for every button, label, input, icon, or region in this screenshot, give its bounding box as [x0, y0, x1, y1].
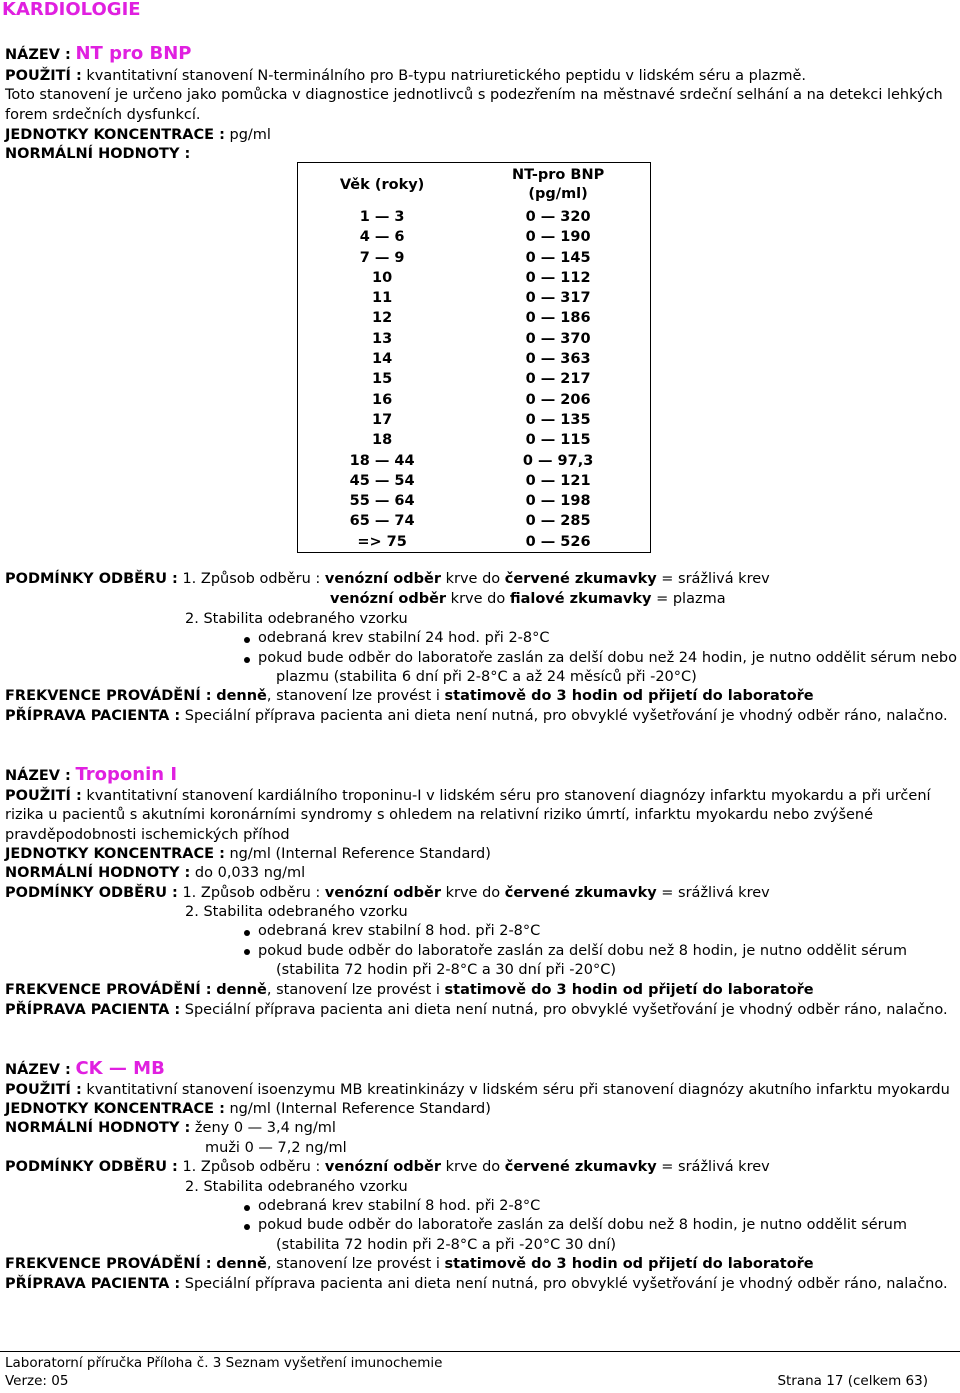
denne: denně: [216, 982, 267, 998]
s1-priprava-row: [5, 707, 948, 727]
range-cell: 0 — 320: [525, 209, 591, 225]
range-cell: 0 — 190: [525, 229, 591, 246]
range-cell: 0 — 186: [525, 310, 591, 327]
s2-pouziti-text1: kvantitativní stanovení kardiálního troponinu-I v lidském séru pro stanovení diagnózy infarktu myokardu a při určení: [86, 788, 931, 804]
table-row: [298, 491, 651, 511]
venozni-odber: venózní odběr: [330, 591, 447, 607]
s2-normalni-row: [5, 864, 305, 884]
s1-jednotky-row: [5, 126, 271, 146]
reference-table: [297, 162, 651, 553]
priprava-text: Speciální příprava pacienta ani dieta není nutná, pro obvyklé vyšetřování je vhodný odběr ráno, nalačno.: [184, 1002, 948, 1018]
s2-bullet2b: (stabilita 72 hodin při 2-8°C a 30 dní při -20°C): [276, 962, 616, 978]
range-cell: 0 — 363: [525, 351, 591, 368]
s3-test-name: CK — MB: [75, 1058, 165, 1079]
range-cell: 0 — 198: [525, 493, 591, 510]
range-cell: 0 — 145: [525, 249, 591, 266]
s2-name-row: [5, 765, 177, 787]
bullet-icon: [244, 637, 250, 643]
bullet-icon: [244, 1224, 250, 1230]
plazma: = plazma: [656, 591, 726, 607]
statimove-text: statimově do 3 hodin od přijetí do laboratoře: [444, 982, 814, 998]
s1-frekvence-row: [5, 687, 814, 707]
cervene-zkumavky: červené zkumavky: [504, 885, 657, 901]
age-cell: 55 — 64: [349, 493, 415, 510]
age-cell: 11: [372, 290, 393, 307]
s3-jednotky-value: ng/ml (Internal Reference Standard): [229, 1101, 491, 1117]
s2-test-name: Troponin I: [75, 764, 178, 785]
age-cell: 17: [372, 411, 393, 428]
table-row: [298, 511, 651, 531]
nazev-label: NÁZEV :: [5, 1062, 71, 1078]
srazliva-krev: = srážlivá krev: [661, 885, 770, 901]
s1-pouziti-text1: kvantitativní stanovení N-terminálního pro B-typu natriuretického peptidu v lidském séru a plazmě.: [86, 68, 807, 84]
age-cell: 16: [372, 391, 393, 408]
venozni-odber: venózní odběr: [324, 571, 441, 587]
jednotky-label: JEDNOTKY KONCENTRACE :: [5, 127, 225, 143]
footer-version: Verze: 05: [5, 1373, 69, 1389]
frekvence-label: FREKVENCE PROVÁDĚNÍ :: [5, 1256, 212, 1272]
pouziti-label: POUŽITÍ :: [5, 68, 82, 84]
footer-page-number: Strana 17 (celkem 63): [777, 1373, 928, 1389]
s3-podminky-row1: [5, 1158, 770, 1178]
s3-priprava-row: [5, 1275, 948, 1295]
statimove-text: statimově do 3 hodin od přijetí do laboratoře: [444, 688, 814, 704]
s3-stabilita: 2. Stabilita odebraného vzorku: [185, 1179, 408, 1195]
age-cell: 65 — 74: [349, 513, 415, 530]
table-row: [298, 369, 651, 389]
podminky-label: PODMÍNKY ODBĚRU :: [5, 571, 178, 587]
table-row: [298, 410, 651, 430]
pouziti-label: POUŽITÍ :: [5, 1082, 82, 1098]
age-cell: 10: [372, 269, 393, 286]
range-cell: 0 — 317: [525, 290, 591, 307]
range-cell: 0 — 370: [525, 330, 591, 347]
fialove-zkumavky: fialové zkumavky: [509, 591, 652, 607]
s3-bullet1: odebraná krev stabilní 8 hod. při 2-8°C: [258, 1198, 541, 1214]
table-header-value-line1: NT-pro BNP: [511, 167, 605, 183]
podminky-label: PODMÍNKY ODBĚRU :: [5, 1159, 178, 1175]
frekvence-label: FREKVENCE PROVÁDĚNÍ :: [5, 688, 212, 704]
zpusob-odberu: 1. Způsob odběru :: [182, 1159, 321, 1175]
age-cell: 18: [372, 432, 393, 449]
s3-normalni-zeny: ženy 0 — 3,4 ng/ml: [194, 1120, 336, 1136]
s1-stabilita: 2. Stabilita odebraného vzorku: [185, 611, 408, 627]
age-cell: 7 — 9: [359, 249, 405, 266]
table-header-row: [298, 163, 651, 208]
s2-normalni-value: do 0,033 ng/ml: [194, 865, 306, 881]
s1-normalni-label: NORMÁLNÍ HODNOTY :: [5, 146, 191, 162]
table-row: [298, 248, 651, 268]
denne: denně: [216, 688, 267, 704]
table-row: [298, 532, 651, 553]
range-cell: 0 — 115: [525, 432, 591, 449]
table-row: [298, 349, 651, 369]
srazliva-krev: = srážlivá krev: [661, 571, 770, 587]
table-row: [298, 329, 651, 349]
cervene-zkumavky: červené zkumavky: [504, 571, 657, 587]
bullet-icon: [244, 657, 250, 663]
range-cell: 0 — 206: [525, 391, 591, 408]
range-cell: 0 — 121: [525, 472, 591, 489]
table-row: [298, 288, 651, 308]
venozni-odber: venózní odběr: [324, 885, 441, 901]
s2-bullet1: odebraná krev stabilní 8 hod. při 2-8°C: [258, 923, 541, 939]
range-cell: 0 — 217: [525, 371, 591, 388]
footer-divider: [0, 1351, 960, 1352]
footer-document-title: Laboratorní příručka Příloha č. 3 Seznam vyšetření imunochemie: [5, 1355, 443, 1371]
normalni-label: NORMÁLNÍ HODNOTY :: [5, 1120, 191, 1136]
s3-normalni-muzi: muži 0 — 7,2 ng/ml: [205, 1140, 347, 1156]
nazev-label: NÁZEV :: [5, 47, 71, 63]
s1-test-name: NT pro BNP: [75, 43, 192, 64]
table-row: [298, 268, 651, 288]
age-cell: 14: [372, 351, 393, 368]
table-row: [298, 451, 651, 471]
priprava-text: Speciální příprava pacienta ani dieta není nutná, pro obvyklé vyšetřování je vhodný odběr ráno, nalačno.: [184, 708, 948, 724]
s1-name-row: [5, 44, 191, 66]
jednotky-label: JEDNOTKY KONCENTRACE :: [5, 846, 225, 862]
table-header-value-line2: (pg/ml): [528, 186, 588, 202]
s2-stabilita: 2. Stabilita odebraného vzorku: [185, 904, 408, 920]
srazliva-krev: = srážlivá krev: [661, 1159, 770, 1175]
bullet-icon: [244, 1205, 250, 1211]
nazev-label: NÁZEV :: [5, 768, 71, 784]
s2-pouziti-line1: [5, 787, 931, 807]
range-cell: 0 — 135: [525, 411, 591, 428]
s3-bullet2a: pokud bude odběr do laboratoře zaslán za delší dobu než 8 hodin, je nutno oddělit sérum: [258, 1217, 907, 1233]
range-cell: 0 — 526: [525, 533, 591, 550]
table-header-value: [466, 163, 650, 208]
s2-pouziti-line2: rizika u pacientů s akutními koronárními syndromy s ohledem na relativní riziko úmrtí, infarktu myokardu nebo zvýšené: [5, 807, 874, 823]
priprava-text: Speciální příprava pacienta ani dieta není nutná, pro obvyklé vyšetřování je vhodný odběr ráno, nalačno.: [184, 1276, 948, 1292]
range-cell: 0 — 285: [525, 513, 591, 530]
s2-podminky-row1: [5, 884, 770, 904]
age-cell: 15: [372, 371, 393, 388]
table-row: [298, 430, 651, 450]
age-cell: 18 — 44: [349, 452, 415, 469]
s1-bullet2a: pokud bude odběr do laboratoře zaslán za delší dobu než 24 hodin, je nutno oddělit sérum nebo: [258, 650, 957, 666]
table-header-age: Věk (roky): [339, 176, 425, 193]
statimove-text: statimově do 3 hodin od přijetí do laboratoře: [444, 1256, 814, 1272]
s1-podminky-row2: [330, 590, 726, 610]
age-cell: => 75: [357, 533, 407, 550]
stanoveni-text: , stanovení lze provést i: [266, 1256, 440, 1272]
cervene-zkumavky: červené zkumavky: [504, 1159, 657, 1175]
s2-jednotky-value: ng/ml (Internal Reference Standard): [229, 846, 491, 862]
priprava-label: PŘÍPRAVA PACIENTA :: [5, 1002, 181, 1018]
s3-normalni-row: [5, 1119, 336, 1139]
age-cell: 12: [372, 310, 393, 327]
krve-do: krve do: [445, 571, 501, 587]
age-cell: 4 — 6: [359, 229, 405, 246]
s3-frekvence-row: [5, 1255, 814, 1275]
s3-bullet2b: (stabilita 72 hodin při 2-8°C a při -20°C 30 dní): [276, 1237, 616, 1253]
stanoveni-text: , stanovení lze provést i: [266, 982, 440, 998]
table-row: [298, 227, 651, 247]
page-title: KARDIOLOGIE: [2, 0, 141, 20]
table-row: [298, 308, 651, 328]
s2-pouziti-line3: pravděpodobnosti ischemických příhod: [5, 827, 290, 843]
priprava-label: PŘÍPRAVA PACIENTA :: [5, 708, 181, 724]
s1-pouziti-line3: forem srdečních dysfunkcí.: [5, 107, 201, 123]
table-row: [298, 207, 651, 227]
s2-bullet2a: pokud bude odběr do laboratoře zaslán za delší dobu než 8 hodin, je nutno oddělit sérum: [258, 943, 907, 959]
priprava-label: PŘÍPRAVA PACIENTA :: [5, 1276, 181, 1292]
pouziti-label: POUŽITÍ :: [5, 788, 82, 804]
s1-bullet2b: plazmu (stabilita 6 dní při 2-8°C a až 24 měsíců při -20°C): [276, 669, 697, 685]
range-cell: 0 — 112: [525, 269, 591, 286]
normalni-label: NORMÁLNÍ HODNOTY :: [5, 865, 191, 881]
s3-jednotky-row: [5, 1100, 491, 1120]
s1-bullet1: odebraná krev stabilní 24 hod. při 2-8°C: [258, 630, 550, 646]
jednotky-label: JEDNOTKY KONCENTRACE :: [5, 1101, 225, 1117]
s2-jednotky-row: [5, 845, 491, 865]
bullet-icon: [244, 949, 250, 955]
age-cell: 13: [372, 330, 393, 347]
range-cell: 0 — 97,3: [522, 452, 594, 469]
krve-do: krve do: [450, 591, 506, 607]
s3-pouziti-line1: [5, 1081, 950, 1101]
krve-do: krve do: [445, 1159, 501, 1175]
s3-pouziti-text1: kvantitativní stanovení isoenzymu MB kreatinkinázy v lidském séru při stanovení diagnózy akutního infarktu myokardu: [86, 1082, 950, 1098]
s1-pouziti-line1: [5, 67, 806, 87]
zpusob-odberu: 1. Způsob odběru :: [182, 885, 321, 901]
bullet-icon: [244, 930, 250, 936]
table-row: [298, 390, 651, 410]
denne: denně: [216, 1256, 267, 1272]
zpusob-odberu: 1. Způsob odběru :: [182, 571, 321, 587]
s1-pouziti-line2: Toto stanovení je určeno jako pomůcka v diagnostice jednotlivců s podezřením na městnavé srdeční selhání a na detekci lehkých: [5, 87, 943, 103]
s2-priprava-row: [5, 1001, 948, 1021]
age-cell: 45 — 54: [349, 472, 415, 489]
s1-podminky-row1: [5, 570, 770, 590]
krve-do: krve do: [445, 885, 501, 901]
age-cell: 1 — 3: [359, 209, 405, 225]
stanoveni-text: , stanovení lze provést i: [266, 688, 440, 704]
table-row: [298, 471, 651, 491]
venozni-odber: venózní odběr: [324, 1159, 441, 1175]
frekvence-label: FREKVENCE PROVÁDĚNÍ :: [5, 982, 212, 998]
s3-name-row: [5, 1059, 165, 1081]
podminky-label: PODMÍNKY ODBĚRU :: [5, 885, 178, 901]
s1-jednotky-value: pg/ml: [229, 127, 271, 143]
s2-frekvence-row: [5, 981, 814, 1001]
